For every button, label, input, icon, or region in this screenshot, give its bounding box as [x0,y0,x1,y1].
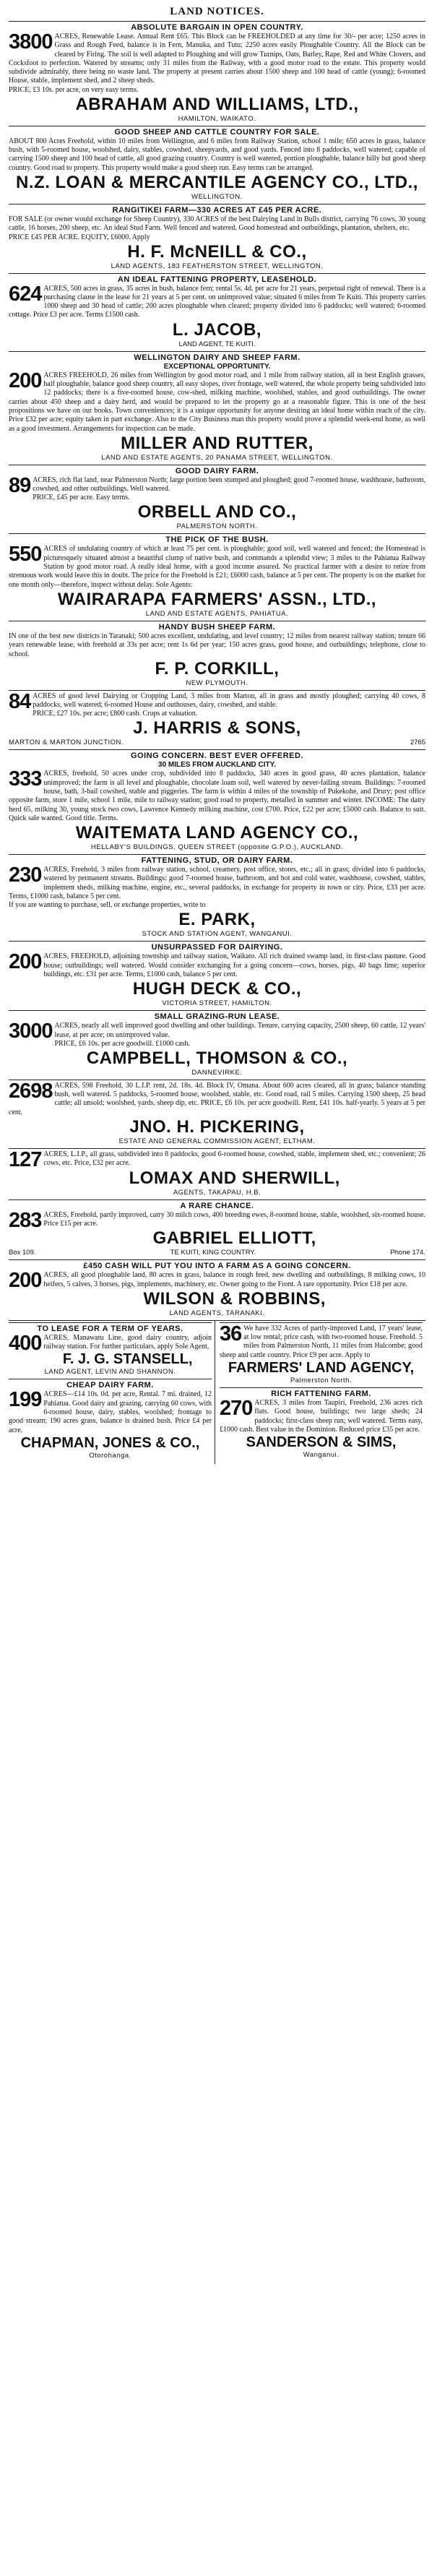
land-ad [9,1379,212,1462]
acreage-number: 400 [9,1331,42,1355]
agent-name: J. HARRIS & SONS, [133,718,301,738]
acreage-number: 3800 [9,30,53,53]
agent-name: GABRIEL ELLIOTT, [152,1228,316,1249]
agent-address: HAMILTON, WAIKATO. [178,114,256,123]
acreage-number: 200 [9,369,42,392]
agent-address: LAND AGENT, LEVIN AND SHANNON. [44,1368,176,1377]
ad-footer [9,1068,425,1077]
agent-address: MARTON & MARTON JUNCTION. [9,738,124,747]
agent-name: CHAPMAN, JONES & CO., [20,1434,200,1451]
ad-body-text: ACRES, 598 Freehold, 30 L.I.P. rent, 2d. 18s. 4d. Block IV, Omana. About 600 acres cleared, all in grass; balance standing bush, well watered. 5 paddocks, 5-roomed house, woolshed, stable, etc. Good road, rail 5 miles. Carrying 1500 sheep, 25 head cattle; all unsold; woolshed, yards, sheep dip, etc. PRICE, £6 10s. per acre goodwill. Rent, £41 10s. half-yearly. 5 years at 5 per cent. [9,1081,425,1116]
ad-footer [9,522,425,531]
agent-address: HELLABY'S BUILDINGS, QUEEN STREET (opposite G.P.O.), AUCKLAND. [90,843,344,852]
ad-body [9,1020,425,1043]
ad-body [9,952,425,979]
ad-heading: UNSURPASSED FOR DAIRYING. [151,943,283,952]
acreage-number: 3000 [9,1020,53,1043]
ad-heading: THE PICK OF THE BUSH. [165,535,269,545]
agent-name: HUGH DECK & CO., [132,979,302,999]
ad-body [9,689,425,713]
ad-body [220,1399,423,1434]
land-ad [9,465,425,534]
ad-price: If you are wanting to purchase, sell, or exchange properties, write to [9,901,206,910]
acreage-number: 333 [9,767,42,791]
ad-footer [9,1451,212,1460]
ad-body-text: ACRES, 500 acres in grass, 35 acres in bush, balance fern; rental 5s. 4d. per acre for 21 years, perpetual right of renewal. There is a purchasing clause in the lease for 21 years at 5 per cent. on unimproved value; situated 6 miles from Te Kuiti. This property carries 1000 sheep and 30 head of cattle; 200 acres ploughable when cleared; property divided into 6 paddocks; well watered; 6-roomed cottage. Price £3 per acre. Terms £1500 cash. [9,284,425,319]
land-ad [9,351,425,465]
ad-heading: FATTENING, STUD, OR DAIRY FARM. [141,856,293,866]
agent-address: Palmerston North. [290,1377,352,1384]
ad-body-text: ACRES, Manawatu Line, good dairy country, adjoin railway station. For further particulars, apply Sole Agent, [43,1333,212,1351]
ad-body-text: We have 332 Acres of partly-improved Land, 17 years' lease, at low rental; price cash, with two-roomed house. Freehold. 5 miles from Palmerston North, 11 miles from Halcombe; good sheep and cattle country. Price £9 per acre. Apply to [220,1324,423,1359]
ad-note: TE KUITI, KING COUNTRY. [170,1249,256,1257]
ad-body-text: ACRES of good level Dairying or Cropping Land, 3 miles from Marton, all in grass and mostly ploughed; carrying 40 cows, 8 paddocks, well watered; 6-roomed House and outhouses, dairy, cowshed, and stable. [33,692,425,710]
ad-footer [9,929,425,939]
land-ad [9,533,425,620]
ad-body-text: ACRES, nearly all well improved good dwelling and other buildings. Tenure, carrying capacity, 2500 sheep, 60 cattle, 12 years' lease, at per acre; on unimproved value. [54,1022,425,1039]
ad-body [220,1324,423,1360]
ad-footer [220,1450,423,1460]
ad-heading: GOOD SHEEP AND CATTLE COUNTRY FOR SALE. [114,127,320,137]
land-ad [9,690,425,750]
ad-note: 2765 [410,738,425,747]
ad-footer [9,340,425,349]
acreage-number: 199 [9,1388,42,1412]
agent-address: PALMERSTON NORTH. [176,522,258,531]
ad-heading: TO LEASE FOR A TERM OF YEARS. [37,1324,183,1333]
acreage-number: 200 [9,950,42,974]
land-ad [9,21,425,126]
land-ad [9,749,425,854]
ad-footer [9,453,425,462]
agent-address: VICTORIA STREET, HAMILTON. [162,999,272,1008]
land-ad [9,273,425,351]
price-row [9,901,425,910]
price-row [33,710,425,718]
agent-address: LAND AGENTS, TARANAKI. [169,1309,265,1317]
ad-body [9,215,425,233]
ad-heading: HANDY BUSH SHEEP FARM. [158,622,276,632]
ad-phone: Phone 174. [390,1249,425,1257]
acreage-number: 270 [220,1397,253,1420]
price-row [55,1040,425,1048]
ad-heading: WELLINGTON DAIRY AND SHEEP FARM. [134,353,300,362]
box-number: Box 109. [9,1249,36,1257]
ad-body-text: ACRES, all good ploughable land, 80 acres in grass, balance in rough feed, new dwelling and outbuildings, 8 milking cows, 10 heifers, 5 calves, 3 horses, pigs, implements, machinery, etc. Owner going to the Front. A rare opportunity. Price £18 per acre. [43,1271,425,1288]
agent-address: Wanganui. [303,1451,339,1460]
agent-name: CAMPBELL, THOMSON & CO., [86,1048,348,1068]
agent-name: MILLER AND RUTTER, [121,433,313,453]
ad-footer [9,114,425,124]
ad-footer [9,609,425,619]
agent-address: ESTATE AND GENERAL COMMISSION AGENT, ELTHAM. [118,1137,316,1146]
land-ad [9,1010,425,1080]
ad-body [9,632,425,659]
land-ad [9,1080,425,1148]
agent-address: DANNEVIRKE. [191,1068,243,1077]
ad-body [9,1079,425,1117]
land-ad [9,1199,425,1260]
land-ad [9,126,425,204]
agent-name: JNO. H. PICKERING, [129,1117,305,1137]
acreage-number: 624 [9,282,42,306]
ad-heading: GOING CONCERN. BEST EVER OFFERED. [131,751,303,761]
acreage-number: 84 [9,689,31,713]
ad-footer [9,738,425,747]
ad-body-text: ACRES, 3 miles from Taupiri, Freehold, 236 acres rich flats. Good house, buildings; two large sheds; 24 paddocks; first-class sheep run; well watered. Terms easy, £1000 cash. Best value in the Dominion. Reduced price £35 per acre. [220,1399,423,1434]
land-ad [9,1259,425,1320]
acreage-number: 127 [9,1148,42,1172]
ad-body [9,1148,425,1172]
ad-body [9,282,425,320]
ad-body-text: FOR SALE (or owner would exchange for Sheep Country), 330 ACRES of the best Dairying Land in Bulls district, carrying 76 cows, 30 young cattle, 16 horses, 200 sheep, etc. An ideal Stud Farm. Well fenced and watered. Good homestead and outbuildings, plantation, shelters, etc. [9,215,425,233]
agent-address: Otorohanga. [89,1451,131,1460]
ad-body-text: ACRES, rich flat land, near Palmerston North; large portion been stumped and ploughed; good 7-roomed house, washhouse, bathroom, cowshed, and other outbuildings. Well watered. [33,475,425,494]
ad-price: PRICE, £45 per acre. Easy terms. [33,494,130,502]
ad-heading: £450 CASH WILL PUT YOU INTO A FARM AS A GOING CONCERN. [83,1262,351,1271]
ad-body-text: ACRES, freehold, 50 acres under crop, subdivided into 8 paddocks, 340 acres in good grass, 40 acres plantation, balance unimproved; the farm is all level and ploughable, chocolate loam soil, well watered by never-failing stream. Buildings: 7-roomed house, bath, 3-bail cowshed, stable and piggeries. The farm is within 4 miles of the township of Pukekohe, and Drury; post office opposite farm, store 1 mile, school 1 mile, mile to railway station; good road to property, metalled in summer and winter. INCOME: The dairy herd 65, milking 30, young stock two cows, Lawrence Kennedy milking machine, cost £700. Price, £22 per acre; £5000 cash. Balance to suit. Quick sale wanted. Good title. Terms. [9,770,425,822]
ad-footer [9,1309,425,1318]
ad-body-text: ACRES FREEHOLD, 26 miles from Wellington by good motor road, and 1 mile from railway station, all in best English grasses, half ploughable, balance good sheep country, all easy slopes, river frontage, well watered, the whole property being subdivided into 12 paddocks; there is a five-roomed house, cow-shed, milking machine, woolshed, stables, and good outbuildings. The owner carries about 450 sheep and a dairy herd, and would be prepared to let the property go at a reasonable figure. This is one of the best propositions we have on our books. Town conveniences; it is a unique opportunity for anyone desiring an ideal home within reach of the city. Price £32 per acre; equity taken in part exchange. Also to the City Business man this property would prove a splendid week-end home, as well as a good investment. Arrangements for inspection can be made. [9,371,425,433]
land-ad [9,204,425,273]
ad-footer [9,1137,425,1146]
page-header: LAND NOTICES. [170,6,264,17]
land-ad [220,1387,423,1462]
ad-footer [9,262,425,271]
agent-name: N.Z. LOAN & MERCANTILE AGENCY CO., LTD., [16,172,418,192]
agent-name: SANDERSON & SIMS, [246,1434,397,1451]
agent-address: WELLINGTON. [191,192,243,201]
ad-heading: AN IDEAL FATTENING PROPERTY, LEASEHOLD. [117,275,317,284]
agent-name: F. J. G. STANSELL, [62,1351,193,1368]
land-ad [9,1322,212,1379]
ad-body-text: IN one of the best new districts in Taranaki; 500 acres excellent, undulating, and level country; 12 miles from nearest railway station; tenure 66 years renewable lease, with freehold at 33s per acre; rent 1s 6d per year; 150 acres grass, good house, and outbuildings; telephone, close to school. [9,632,425,658]
acreage-number: 2698 [9,1079,53,1103]
left-column [9,1321,215,1464]
agent-address: NEW PLYMOUTH. [186,679,248,687]
ads-column [9,21,425,1320]
ad-body-text: ACRES, FREEHOLD, adjoining township and railway station, Waikato. All rich drained swamp land, in first-class pasture. Good house; outbuildings; well watered. Would consider exchanging for a going concern—cows, horses, pigs, 40 bags lime; superior buildings, etc. £31 per acre. Terms, £1000 cash, balance 5 per cent. [43,952,425,978]
ad-price: PRICE, £6 10s. per acre goodwill. £1000 cash. [54,1039,190,1048]
agent-name: WAIRARAPA FARMERS' ASSN., LTD., [57,589,377,609]
agent-name: ABRAHAM AND WILLIAMS, LTD., [75,94,359,114]
ad-body [9,767,425,823]
ad-footer [9,843,425,852]
ad-body [9,1390,212,1434]
agent-name: LOMAX AND SHERWILL, [129,1168,340,1188]
ad-body-text: ACRES of undulating country of which at least 75 per cent. is ploughable; good soil, well watered and fenced; the Homestead is picturesquely situated almost a beautiful clump of native bush, and commands a splendid view; 3 miles to the Pahiatua Railway Station by good motor road. A really ideal home, with a good income assured. No practical farmer with a desire to retire from strenuous work would leave this in doubt. The price for the Freehold is £21; £6000 cash, balance at 5 per cent. The property is on the market for one month only—therefore, inspect without delay. Sole Agents: [9,545,425,589]
ad-heading: ABSOLUTE BARGAIN IN OPEN COUNTRY. [131,23,303,32]
ad-footer [9,679,425,688]
land-ad [9,1148,425,1199]
acreage-number: 550 [9,543,42,567]
agent-name: WILSON & ROBBINS, [143,1288,326,1309]
ad-body-text: ACRES, L.I.P., all grass, subdivided into 8 paddocks, good 6-roomed house, cowshed, stable, implement shed, etc.; convenient; 26 cows, etc. Price, £32 per acre. [43,1150,425,1168]
agent-address: LAND AND ESTATE AGENTS, PAHIATUA. [145,609,289,618]
right-column [215,1321,425,1464]
ad-body-text: ABOUT 800 Acres Freehold, within 10 miles from Wellington, and 6 miles from Railway Station, school 1 mile; 650 acres in grass, balance bush, with 5-roomed house, woolshed, dairy, stables, cowshed, sheepyards, and good yards. Fenced into 8 paddocks, well watered; capable of carrying 1500 sheep and 100 head of cattle, all good grazing country. Country is well watered, portion ploughable, balance hilly but good sheep country. Good road to property. This property would make a good sheep run. Easy terms can be arranged. [9,137,425,172]
agent-address: LAND AGENTS, 183 FEATHERSTON STREET, WELLINGTON. [111,262,324,270]
agent-name: L. JACOB, [172,319,262,340]
land-ad [220,1322,423,1387]
ad-heading: CHEAP DAIRY FARM. [66,1381,154,1390]
ad-heading: RANGITIKEI FARM—330 ACRES AT £45 PER ACRE. [112,205,322,215]
ad-heading: A RARE CHANCE. [180,1201,254,1210]
ad-body [9,1331,212,1355]
price-row [33,494,425,502]
ad-note: LAND AGENT, TE KUITI. [178,340,256,348]
split-section [9,1320,425,1464]
agent-name: F. P. CORKILL, [155,658,280,679]
ad-body [9,545,425,589]
ad-heading: GOOD DAIRY FARM. [175,466,259,475]
ad-footer [9,999,425,1008]
ad-body [9,473,425,497]
acreage-number: 89 [9,473,31,497]
agent-name: H. F. McNEILL & CO., [127,241,307,262]
agent-address: STOCK AND STATION AGENT, WANGANUI. [142,930,293,939]
ad-body-text: ACRES, Freehold, 3 miles from railway station, school, creamery, post office, stores, etc.; all in grass; divided into 6 paddocks, watered by permanent streams. Buildings: good 7-roomed house, bathroom, and hot and cold water, washhouse, cowshed, stables, implement sheds, milking machine, engine, etc., several paddocks, in exchange for property in town or city. Price, £33 per acre. Terms, £1000 cash, balance 5 per cent. [9,866,425,901]
ad-heading: RICH FATTENING FARM. [271,1390,371,1398]
acreage-number: 283 [9,1208,42,1232]
agent-address: AGENTS, TAKAPAU, H.B. [173,1188,261,1197]
land-ad [9,941,425,1010]
ad-subheading: 30 MILES FROM AUCKLAND CITY. [158,761,276,770]
land-ad [9,621,425,690]
ad-footer [220,1376,423,1385]
ad-subheading: EXCEPTIONAL OPPORTUNITY. [163,362,271,371]
ad-body [9,137,425,173]
ad-price: PRICE, £27 10s. per acre; £800 cash. Crops at valuation. [33,710,198,718]
ad-heading: SMALL GRAZING-RUN LEASE. [154,1012,280,1022]
agent-name: ORBELL AND CO., [137,502,297,522]
acreage-number: 230 [9,863,42,887]
ad-footer [9,1188,425,1197]
ad-footer [9,192,425,202]
agent-address: LAND AND ESTATE AGENTS, 20 PANAMA STREET, WELLINGTON. [101,453,333,462]
acreage-number: 36 [220,1322,242,1345]
ad-price: PRICE, £3 10s. per acre, on very easy terms. [9,85,139,94]
ad-body-text: ACRES—£14 10s. 0d. per acre, Rental. 7 mi. drained, 12 Pahiatua. Good dairy and grazing, carrying 60 cows, with 6-roomed house, dairy, stables, woolshed; frontage to good stream; 190 acres grass, balance is drained bush. Price £4 per acre. [9,1390,212,1434]
ad-price: PRICE £45 PER ACRE. EQUITY, £6000. Apply [9,233,150,241]
agent-name: E. PARK, [178,910,256,930]
price-row [9,86,425,95]
ad-body [9,30,425,86]
ad-body [9,371,425,434]
acreage-number: 200 [9,1269,42,1293]
ad-body-text: ACRES, Freehold, partly improved, carry 30 milch cows, 400 breeding ewes, 8-roomed house, stable, woolshed, six-roomed house. Price £15 per acre. [43,1210,425,1228]
ad-body [9,1208,425,1232]
price-row [9,233,425,242]
ad-body [9,1269,425,1293]
land-ad [9,854,425,941]
ad-body-text: ACRES, Renewable Lease. Annual Rent £65. This Block can be FREEHOLDED at any time for 30/- per acre; 1250 acres in Grass and Rough Feed, balance is in Fern, Manuka, and Tutu; 2250 acres easily Ploughable Country. All the Block can be cleared by Firing. The soil is well adapted to Ploughing and will grow Turnips, Oats, Barley, Rape, Red and White Clovers, and Cocksfoot to perfection. Watered by streams; only 31 miles from the Railway, with a good motor road to the estate. This property would subdivide admirably, there being no waste land. The property at present carries about 1500 sheep and 100 head of cattle (young); 6-roomed House, stable, implement shed, and 2 sheep sheds. [9,33,425,85]
ad-footer [9,1248,425,1257]
agent-name: FARMERS' LAND AGENCY, [228,1360,415,1376]
ad-body [9,863,425,901]
ad-footer [9,1367,212,1377]
agent-name: WAITEMATA LAND AGENCY CO., [75,823,359,843]
